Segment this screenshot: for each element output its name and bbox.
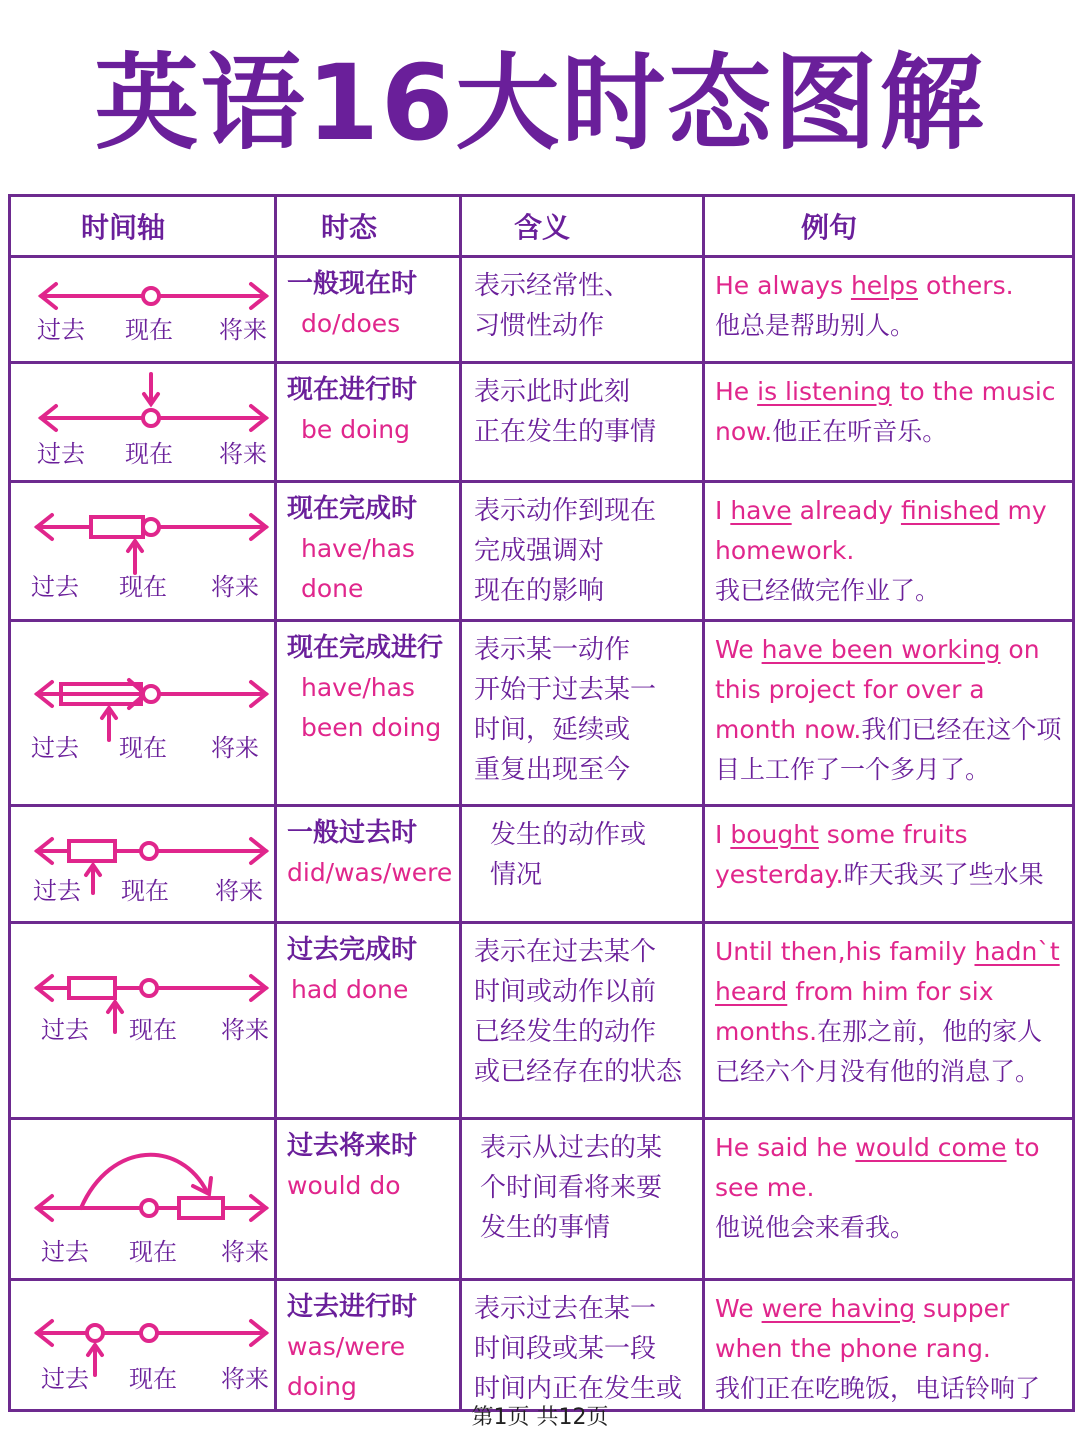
- header-row: [10, 196, 1074, 257]
- example-cell: [704, 482, 1074, 621]
- table-row: [10, 363, 1074, 482]
- label-now: 现在: [119, 734, 167, 762]
- meaning-text: 表示某一动作 开始于过去某一 时间，延续或 重复出现至今: [474, 635, 657, 785]
- label-past: 过去: [33, 877, 81, 905]
- tense-cell: [276, 257, 461, 363]
- meaning-cell: [461, 923, 704, 1119]
- example-text: He always helps others. 他总是帮助别人。: [715, 271, 1014, 340]
- tense-cell: [276, 621, 461, 806]
- meaning-text: 表示经常性、 习惯性动作: [474, 271, 631, 341]
- tense-name: 一般现在时: [287, 269, 418, 299]
- label-now: 现在: [125, 316, 173, 344]
- example-cell: [704, 363, 1074, 482]
- label-past: 过去: [31, 734, 79, 762]
- tense-cell: [276, 1280, 461, 1411]
- example-cell: [704, 806, 1074, 923]
- tense-table: [8, 194, 1075, 1412]
- label-past: 过去: [37, 440, 85, 468]
- example-cell: [704, 1280, 1074, 1411]
- label-future: 将来: [219, 440, 267, 468]
- meaning-cell: [461, 1280, 704, 1411]
- tense-form: have/has done: [301, 534, 415, 603]
- label-past: 过去: [41, 1238, 89, 1266]
- example-cell: [704, 257, 1074, 363]
- label-future: 将来: [215, 877, 263, 905]
- tense-name: 一般过去时: [287, 818, 418, 848]
- tense-cell: [276, 363, 461, 482]
- timeline-cell: [10, 257, 276, 363]
- tense-form: would do: [287, 1171, 401, 1200]
- table-row: [10, 923, 1074, 1119]
- timeline-cell: [10, 1280, 276, 1411]
- example-text: Until then,his family hadn`t heard from him for six months.在那之前，他的家人已经六个月没有他的消息了。: [715, 937, 1060, 1086]
- tense-cell: [276, 482, 461, 621]
- label-future: 将来: [219, 316, 267, 344]
- example-text: I bought some fruits yesterday.昨天我买了些水果: [715, 820, 1044, 889]
- tense-cell: [276, 1119, 461, 1280]
- tense-form: be doing: [301, 415, 411, 444]
- timeline-cell: [10, 621, 276, 806]
- tense-name: 过去完成时: [287, 935, 418, 965]
- label-now: 现在: [125, 440, 173, 468]
- tense-form: had done: [291, 975, 409, 1004]
- timeline-diagram: [11, 1120, 275, 1278]
- tense-name: 现在进行时: [287, 375, 418, 405]
- timeline-diagram: [11, 1281, 275, 1405]
- table-row: [10, 257, 1074, 363]
- meaning-text: 表示动作到现在 完成强调对 现在的影响: [474, 496, 657, 606]
- tense-form: was/were doing: [287, 1332, 406, 1401]
- table-row: [10, 482, 1074, 621]
- table-row: [10, 1280, 1074, 1411]
- label-now: 现在: [129, 1365, 177, 1393]
- meaning-cell: [461, 482, 704, 621]
- tense-form: have/has been doing: [301, 673, 442, 742]
- page-title: 英语16大时态图解: [94, 42, 986, 164]
- header-axis: 时间轴: [10, 196, 276, 257]
- example-text: I have already finished my homework. 我已经做完作业了。: [715, 496, 1047, 605]
- example-cell: [704, 1119, 1074, 1280]
- meaning-text: 表示在过去某个 时间或动作以前 已经发生的动作 或已经存在的状态: [474, 937, 683, 1087]
- timeline-diagram: [11, 364, 275, 480]
- meaning-text: 发生的动作或 情况: [490, 820, 647, 890]
- timeline-diagram: [11, 807, 275, 921]
- timeline-cell: [10, 806, 276, 923]
- tense-cell: [276, 806, 461, 923]
- label-now: 现在: [129, 1016, 177, 1044]
- label-future: 将来: [221, 1238, 269, 1266]
- tense-name: 现在完成进行: [287, 633, 444, 663]
- table-row: [10, 806, 1074, 923]
- label-future: 将来: [211, 734, 259, 762]
- header-tense: 时态: [276, 196, 461, 257]
- label-now: 现在: [129, 1238, 177, 1266]
- timeline-cell: [10, 1119, 276, 1280]
- table-row: [10, 1119, 1074, 1280]
- timeline-diagram: [11, 483, 275, 619]
- label-past: 过去: [41, 1365, 89, 1393]
- tense-form: do/does: [301, 309, 401, 338]
- label-now: 现在: [121, 877, 169, 905]
- timeline-diagram: [11, 924, 275, 1117]
- example-text: He said he would come to see me. 他说他会来看我。: [715, 1133, 1040, 1242]
- tense-form: did/was/were: [287, 858, 453, 887]
- label-past: 过去: [31, 573, 79, 601]
- tense-name: 现在完成时: [287, 494, 418, 524]
- meaning-cell: [461, 621, 704, 806]
- example-text: We have been working on this project for over a month now.我们已经在这个项目上工作了一个多月了。: [715, 635, 1062, 784]
- tense-cell: [276, 923, 461, 1119]
- header-example: 例句: [704, 196, 1074, 257]
- timeline-cell: [10, 923, 276, 1119]
- meaning-text: 表示从过去的某 个时间看将来要 发生的事情: [480, 1133, 663, 1243]
- meaning-text: 表示此时此刻 正在发生的事情: [474, 377, 657, 447]
- header-meaning: 含义: [461, 196, 704, 257]
- label-future: 将来: [221, 1365, 269, 1393]
- example-cell: [704, 923, 1074, 1119]
- label-future: 将来: [221, 1016, 269, 1044]
- meaning-text: 表示过去在某一 时间段或某一段 时间内正在发生或: [474, 1294, 683, 1404]
- page-footer: 第1页 共12页: [471, 1405, 609, 1430]
- meaning-cell: [461, 806, 704, 923]
- timeline-diagram: [11, 258, 275, 361]
- timeline-cell: [10, 482, 276, 621]
- label-past: 过去: [37, 316, 85, 344]
- meaning-cell: [461, 1119, 704, 1280]
- example-text: He is listening to the music now.他正在听音乐。: [715, 377, 1056, 446]
- tense-name: 过去将来时: [287, 1131, 418, 1161]
- tense-name: 过去进行时: [287, 1292, 418, 1322]
- label-past: 过去: [41, 1016, 89, 1044]
- example-text: We were having supper when the phone rang. 我们正在吃晚饭，电话铃响了: [715, 1294, 1041, 1403]
- timeline-diagram: [11, 622, 275, 804]
- meaning-cell: [461, 363, 704, 482]
- example-cell: [704, 621, 1074, 806]
- label-future: 将来: [211, 573, 259, 601]
- meaning-cell: [461, 257, 704, 363]
- table-row: [10, 621, 1074, 806]
- timeline-cell: [10, 363, 276, 482]
- label-now: 现在: [119, 573, 167, 601]
